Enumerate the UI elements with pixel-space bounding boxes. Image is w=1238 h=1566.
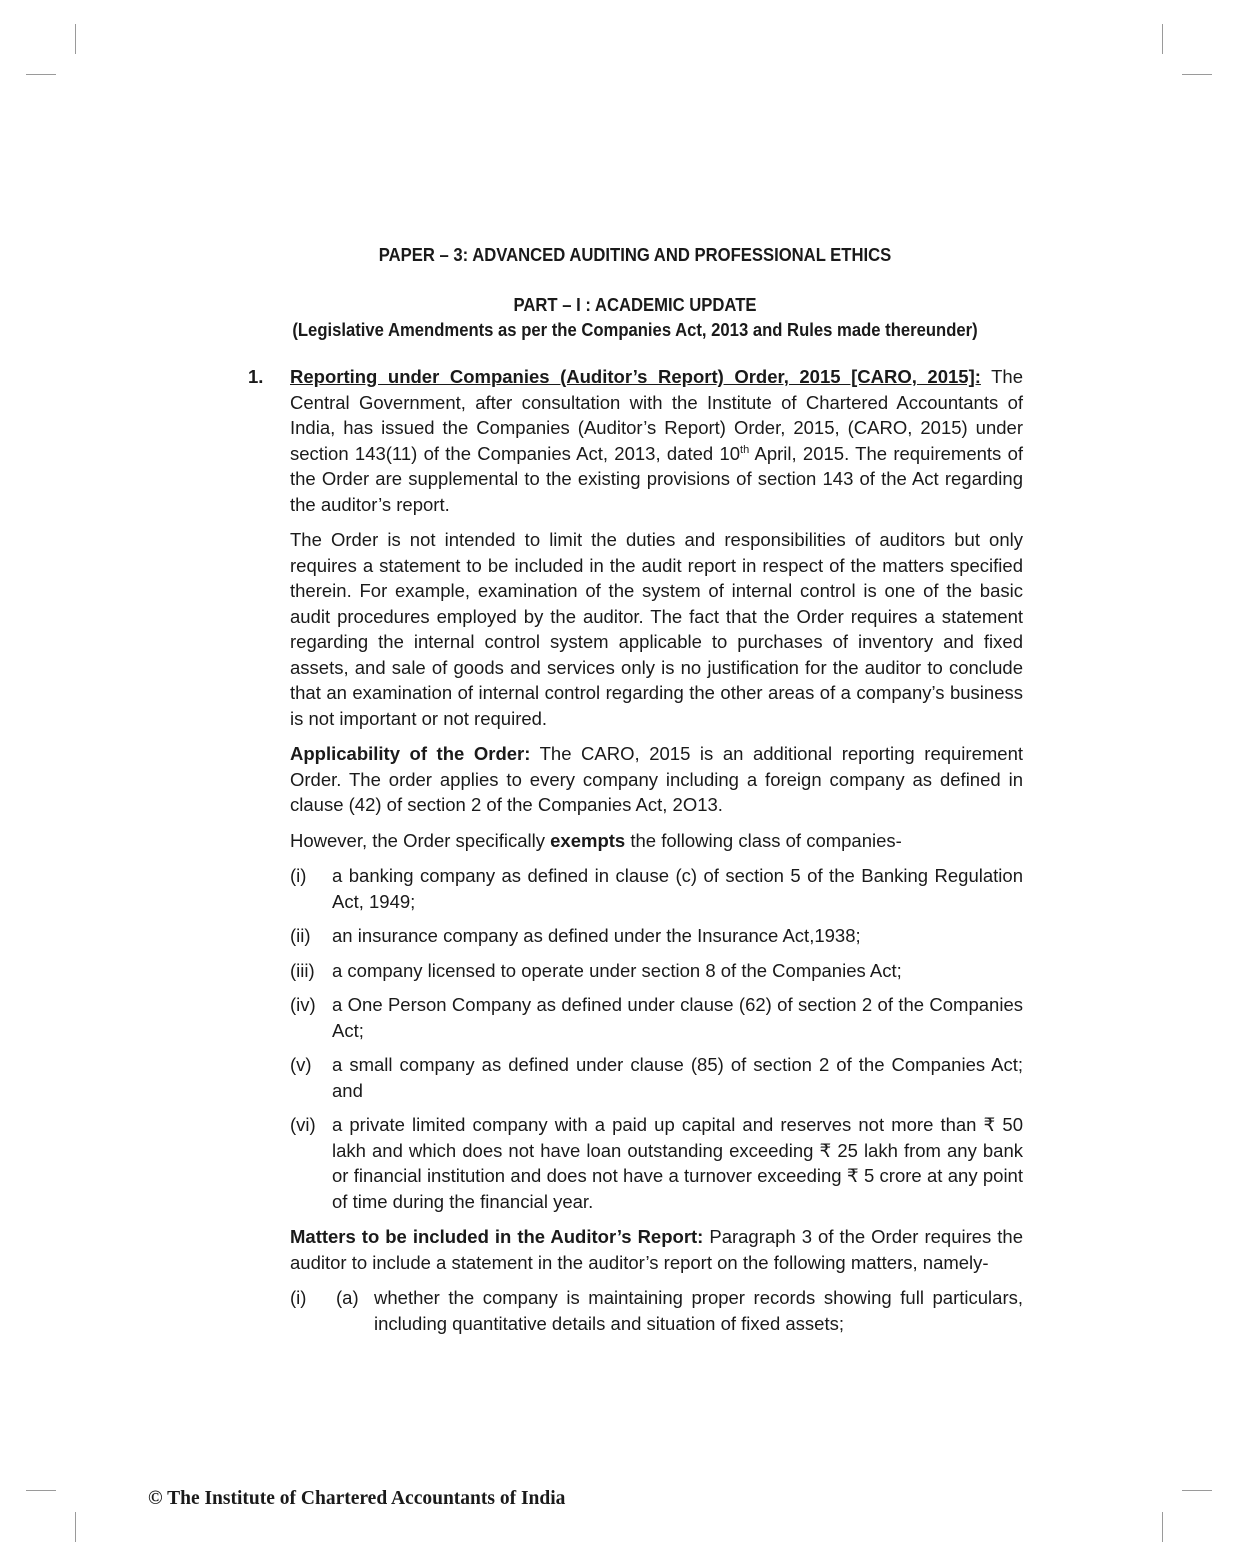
exempt-bold: exempts xyxy=(550,829,626,851)
exempt-intro xyxy=(290,828,1023,854)
matters-paragraph xyxy=(290,1224,1023,1275)
section-heading: Reporting under Companies (Auditor’s Report) Order, 2015 [CARO, 2015]: xyxy=(290,366,981,387)
list-item xyxy=(290,992,1023,1043)
exempt-intro-a: However, the Order specifically xyxy=(290,829,551,851)
matter-item-text: whether the company is maintaining proper records showing full particulars, including quantitative details and situation of fixed assets; xyxy=(374,1287,1023,1334)
list-item-label: (v) xyxy=(290,1054,312,1075)
crop-mark-bottom-right-h xyxy=(1182,1490,1212,1491)
crop-mark-top-right-v xyxy=(1162,24,1163,54)
footer-copyright: © The Institute of Chartered Accountants of India xyxy=(148,1488,566,1509)
list-item-label: (vi) xyxy=(290,1114,316,1135)
list-item xyxy=(290,863,1023,914)
part-title: PART – I : ACADEMIC UPDATE xyxy=(513,294,757,315)
list-item-label: (iv) xyxy=(290,994,316,1015)
crop-mark-top-left-v xyxy=(75,24,76,54)
part-subtitle: (Legislative Amendments as per the Companies Act, 2013 and Rules made thereunder) xyxy=(292,319,978,340)
list-item-text: a One Person Company as defined under clause (62) of section 2 of the Companies Act; xyxy=(332,994,1023,1041)
exemption-list xyxy=(290,863,1023,1214)
list-item-label: (ii) xyxy=(290,925,311,946)
intro-text-a: The Central Government, after consultation with the Institute of Chartered Accountants of India, has issued the Companies (Auditor’s Report) Order, 2015, (CARO, 2015) under section 143(11) of the Companies Act, 2013, dated 10 xyxy=(290,366,1024,464)
list-item-text: a private limited company with a paid up capital and reserves not more than ₹ 50 lakh and which does not have loan outstanding exceeding ₹ 25 lakh from any bank or financial institution and does not have a turnover exceeding ₹ 5 crore at any point of time during the financial year. xyxy=(332,1114,1023,1212)
matters-label: Matters to be included in the Auditor’s Report: xyxy=(290,1226,704,1247)
crop-mark-bottom-right-v xyxy=(1162,1512,1163,1542)
applicability-label: Applicability of the Order: xyxy=(290,743,531,764)
crop-mark-bottom-left-v xyxy=(75,1512,76,1542)
order-scope-paragraph: The Order is not intended to limit the duties and responsibilities of auditors but only requires a statement to be included in the audit report in respect of the matters specified therein. For example, examination of the system of internal control is one of the basic audit procedures employed by the auditor. The fact that the Order requires a statement regarding the internal control system applicable to purchases of inventory and fixed assets, and sale of goods and services only is no justification for the auditor to conclude that an examination of internal control regarding the other areas of a company’s business is not important or not required. xyxy=(290,529,1023,729)
crop-mark-top-right-h xyxy=(1182,74,1212,75)
intro-text-b: April, 2015. The requirements of the Order are supplemental to the existing provisions of section 143 of the Act regarding the auditor’s report. xyxy=(290,442,1024,515)
intro-paragraph xyxy=(290,364,1023,517)
matter-item-label: (i) xyxy=(290,1287,307,1308)
exempt-intro-b: the following class of companies- xyxy=(625,829,902,851)
applicability-text: The CARO, 2015 is an additional reporting requirement Order. The order applies to every company including a foreign company as defined in clause (42) of section 2 of the Companies Act, 2O13. xyxy=(290,743,1023,815)
intro-superscript: th xyxy=(740,443,750,456)
matter-item-sublabel: (a) xyxy=(336,1287,359,1308)
list-item xyxy=(290,958,1023,984)
list-item-text: a banking company as defined in clause (c) of section 5 of the Banking Regulation Act, 1949; xyxy=(332,865,1023,912)
matters-text: Paragraph 3 of the Order requires the auditor to include a statement in the auditor’s report on the following matters, namely- xyxy=(290,1226,1024,1273)
list-item xyxy=(290,1052,1023,1103)
list-item-text: a company licensed to operate under section 8 of the Companies Act; xyxy=(332,959,902,981)
list-item-label: (i) xyxy=(290,865,307,886)
list-item xyxy=(290,923,1023,949)
paper-title: PAPER – 3: ADVANCED AUDITING AND PROFESSIONAL ETHICS xyxy=(378,244,892,265)
section-1 xyxy=(248,364,1024,1345)
crop-mark-top-left-h xyxy=(26,74,56,75)
list-item-text: a small company as defined under clause (85) of section 2 of the Companies Act; and xyxy=(332,1054,1023,1101)
list-item-label: (iii) xyxy=(290,959,315,981)
applicability-paragraph xyxy=(290,741,1023,818)
matter-item xyxy=(290,1285,1023,1336)
section-number: 1. xyxy=(248,366,264,387)
list-item xyxy=(290,1112,1023,1214)
part-heading xyxy=(64,292,1207,342)
list-item-text: an insurance company as defined under the Insurance Act,1938; xyxy=(332,925,861,946)
crop-mark-bottom-left-h xyxy=(26,1490,56,1491)
